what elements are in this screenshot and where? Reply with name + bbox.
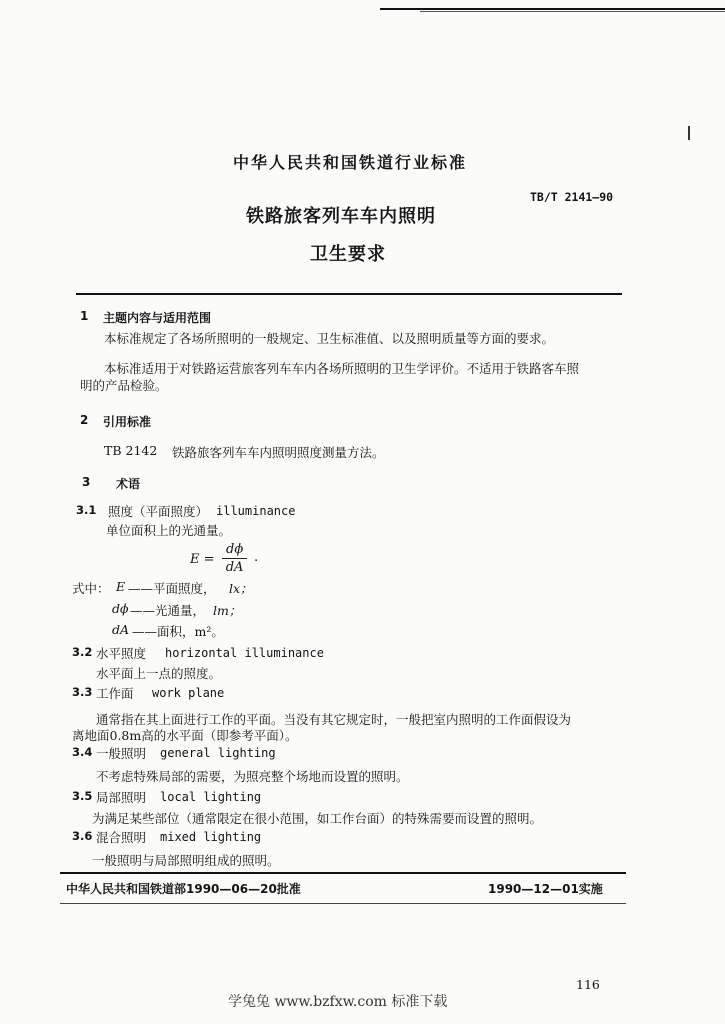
term-3-1-number: 3.1 [76, 503, 97, 517]
document-title: 铁路旅客列车车内照明 [246, 206, 436, 227]
term-3-1-definition: 单位面积上的光通量。 [106, 523, 232, 538]
footer-divider [60, 872, 626, 874]
term-3-3-definition-cont: 离地面0.8m高的水平面（即参考平面）。 [72, 728, 298, 743]
approval-note: 中华人民共和国铁道部1990—06—20批准 [66, 882, 301, 896]
term-3-6-number: 3.6 [72, 829, 93, 843]
top-border-line-thin [420, 11, 725, 12]
var-2-desc: ——光通量， [130, 603, 206, 618]
term-3-2-english: horizontal illuminance [165, 646, 324, 660]
section-1-paragraph-2-cont: 明的产品检验。 [80, 378, 168, 393]
term-3-3-definition: 通常指在其上面进行工作的平面。当没有其它规定时，一般把室内照明的工作面假设为 [96, 712, 572, 727]
var-2-symbol: dϕ [112, 601, 129, 616]
header-divider [76, 293, 622, 295]
term-3-5-name: 局部照明 [96, 790, 147, 805]
term-3-4-english: general lighting [160, 746, 276, 760]
section-3-heading: 术语 [116, 477, 141, 491]
top-border-line [380, 8, 725, 10]
var-1-desc: ——平面照度， [128, 581, 216, 596]
formula-lhs: E = [190, 552, 215, 567]
term-3-5-definition: 为满足某些部位（通常限定在很小范围，如工作台面）的特殊需要而设置的照明。 [92, 811, 543, 826]
term-3-6-name: 混合照明 [96, 830, 147, 845]
page-number: 116 [576, 977, 600, 992]
where-label: 式中： [72, 581, 110, 596]
term-3-2-definition: 水平面上一点的照度。 [96, 666, 222, 681]
footer-bottom-line [60, 903, 626, 904]
term-3-5-english: local lighting [160, 790, 262, 804]
section-1-number: 1 [80, 309, 89, 323]
term-3-4-definition: 不考虑特殊局部的需要，为照亮整个场地而设置的照明。 [96, 769, 409, 784]
standard-code: TB/T 2141—90 [530, 190, 614, 204]
section-3-number: 3 [82, 475, 91, 489]
section-2-number: 2 [80, 413, 89, 427]
formula-denominator: dA [225, 560, 244, 575]
term-3-3-number: 3.3 [72, 685, 93, 699]
formula-tail: . [254, 550, 259, 565]
var-3-desc: ——面积，m²。 [132, 624, 224, 639]
formula-fraction [222, 542, 247, 575]
right-edge-mark [688, 126, 690, 140]
var-2-unit: lm； [213, 603, 242, 618]
org-title: 中华人民共和国铁道行业标准 [233, 153, 468, 172]
effective-date: 1990—12—01实施 [488, 882, 603, 896]
term-3-2-number: 3.2 [72, 645, 93, 659]
var-1-symbol: E [116, 579, 126, 594]
watermark-text: 学兔兔 www.bzfxw.com 标准下载 [228, 994, 448, 1010]
reference-title: 铁路旅客列车车内照明照度测量方法。 [172, 445, 385, 460]
reference-code: TB 2142 [104, 443, 158, 458]
document-subtitle: 卫生要求 [310, 244, 386, 265]
term-3-6-definition: 一般照明与局部照明组成的照明。 [92, 853, 280, 868]
term-3-1-name: 照度（平面照度） [108, 504, 209, 519]
term-3-1-english: illuminance [216, 504, 296, 518]
term-3-3-english: work plane [152, 686, 225, 700]
section-2-heading: 引用标准 [103, 415, 152, 429]
term-3-3-name: 工作面 [96, 686, 134, 701]
term-3-5-number: 3.5 [72, 789, 93, 803]
formula-numerator: dϕ [222, 542, 247, 559]
section-1-paragraph-2: 本标准适用于对铁路运营旅客列车车内各场所照明的卫生学评价。不适用于铁路客车照 [104, 361, 580, 376]
section-1-paragraph-1: 本标准规定了各场所照明的一般规定、卫生标准值、以及照明质量等方面的要求。 [104, 331, 555, 346]
var-1-unit: lx； [229, 581, 253, 596]
term-3-4-number: 3.4 [72, 745, 93, 759]
term-3-6-english: mixed lighting [160, 830, 262, 844]
section-1-heading: 主题内容与适用范围 [103, 311, 212, 325]
term-3-4-name: 一般照明 [96, 746, 147, 761]
term-3-2-name: 水平照度 [96, 646, 147, 661]
var-3-symbol: dA [112, 622, 130, 637]
